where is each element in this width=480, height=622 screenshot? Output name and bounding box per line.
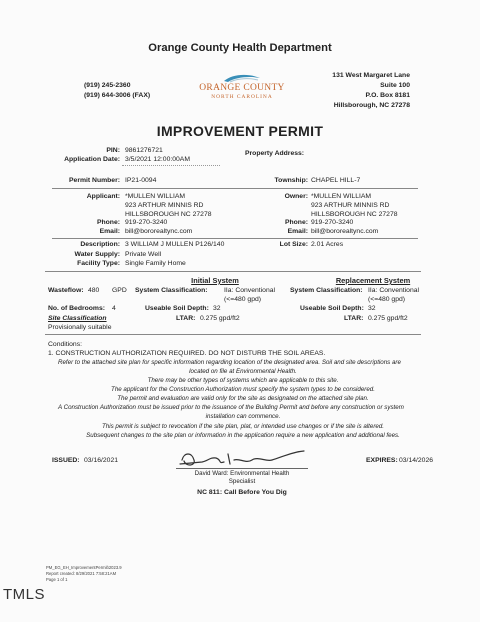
condition-line: There may be other types of systems which are applicable to this site. <box>147 377 339 384</box>
owner-label: Owner: <box>284 193 308 200</box>
description-value: 3 WILLIAM J MULLEN P126/140 <box>125 241 225 248</box>
site-classification-label: Site Classification <box>48 315 107 322</box>
bedrooms-value: 4 <box>112 305 116 312</box>
expires-label: EXPIRES: <box>366 457 398 464</box>
divider <box>52 188 418 189</box>
logo-text: ORANGE COUNTY <box>199 83 285 93</box>
site-classification-value: Provisionally suitable <box>48 324 112 331</box>
wasteflow-value: 480 <box>88 287 100 294</box>
replacement-classification-value: IIa: Conventional <box>368 287 420 294</box>
initial-ltar-label: LTAR: <box>176 315 196 322</box>
initial-ltar-value: 0.275 gpd/ft2 <box>200 315 240 322</box>
applicant-email-label: Email: <box>99 228 120 235</box>
replacement-system-title: Replacement System <box>335 276 411 285</box>
applicant-address2: HILLSBOROUGH NC 27278 <box>125 211 212 218</box>
owner-name: *MULLEN WILLIAM <box>311 193 372 200</box>
initial-system-title: Initial System <box>191 276 239 285</box>
divider <box>45 271 421 272</box>
tmls-watermark: TMLS <box>3 586 46 603</box>
township-label: Township: <box>274 177 308 184</box>
owner-address2: HILLSBOROUGH NC 27278 <box>311 211 398 218</box>
address-line3: P.O. Box 8181 <box>365 92 410 99</box>
expires-date: 03/14/2026 <box>399 457 434 464</box>
wasteflow-label: Wasteflow: <box>48 287 84 294</box>
replacement-soil-depth-label: Useable Soil Depth: <box>300 305 364 312</box>
initial-soil-depth-value: 32 <box>213 305 221 312</box>
initial-classification-label: System Classification: <box>135 287 208 294</box>
issued-date: 03/16/2021 <box>84 457 119 464</box>
facility-type-value: Single Family Home <box>125 260 186 267</box>
report-meta-3: Page 1 of 1 <box>46 577 68 582</box>
condition-line: located on file at Environmental Health. <box>189 368 297 375</box>
condition-line: A Construction Authorization must be issued prior to the issuance of the Building Permit and before any construction or system <box>58 404 404 411</box>
pin-label: PIN: <box>106 147 120 154</box>
replacement-ltar-value: 0.275 gpd/ft2 <box>368 315 408 322</box>
owner-email[interactable]: bill@bororealtync.com <box>311 228 379 235</box>
owner-phone: 919-270-3240 <box>311 219 354 226</box>
signer-title: Specialist <box>228 478 256 485</box>
signature-icon <box>172 448 312 470</box>
issued-label: ISSUED: <box>52 457 80 464</box>
applicant-email[interactable]: bill@bororealtync.com <box>125 228 193 235</box>
condition-line: The applicant for the Construction Authorization must specify the system types to be considered. <box>111 386 375 393</box>
property-address-label: Property Address: <box>245 150 305 157</box>
document-title: IMPROVEMENT PERMIT <box>156 123 324 139</box>
address-line4: Hillsborough, NC 27278 <box>333 102 410 109</box>
water-supply-label: Water Supply: <box>74 251 120 258</box>
divider <box>122 165 220 166</box>
applicant-name: *MULLEN WILLIAM <box>125 193 186 200</box>
conditions-label: Conditions: <box>48 341 83 348</box>
pin-value: 9861276721 <box>125 147 163 154</box>
applicant-label: Applicant: <box>86 193 120 200</box>
bedrooms-label: No. of Bedrooms: <box>48 305 106 312</box>
report-meta-2: Report created: 8/29/2021 7:58:21AM <box>46 571 117 576</box>
condition-line: This permit is subject to revocation if the site plan, plat, or intended use changes or if the site is altered. <box>101 423 385 430</box>
lot-size-value: 2.01 Acres <box>311 241 344 248</box>
signature-line <box>176 468 308 469</box>
application-date-label: Application Date: <box>64 156 120 163</box>
applicant-phone-label: Phone: <box>96 219 120 226</box>
initial-classification-range: (<=480 gpd) <box>224 296 262 303</box>
owner-email-label: Email: <box>287 228 308 235</box>
divider <box>45 334 421 335</box>
phone-line: (919) 245-2360 <box>84 82 131 89</box>
condition-item-1: 1. CONSTRUCTION AUTHORIZATION REQUIRED. DO NOT DISTURB THE SOIL AREAS. <box>48 350 326 357</box>
condition-line: Refer to the attached site plan for specific information regarding location of the designated area. Soil and site descriptions are <box>58 359 401 366</box>
logo-subtext: NORTH CAROLINA <box>211 94 273 100</box>
application-date-value: 3/5/2021 12:00:00AM <box>125 156 190 163</box>
lot-size-label: Lot Size: <box>279 241 308 248</box>
replacement-ltar-label: LTAR: <box>344 315 364 322</box>
fax-line: (919) 644-3006 (FAX) <box>84 92 151 99</box>
wasteflow-unit: GPD <box>112 287 127 294</box>
facility-type-label: Facility Type: <box>77 260 120 267</box>
divider <box>52 238 418 239</box>
call-before-dig: NC 811: Call Before You Dig <box>197 489 287 496</box>
condition-line: installation can commence. <box>205 413 281 420</box>
applicant-phone: 919-270-3240 <box>125 219 168 226</box>
report-meta-1: PM_EG_EH_ImprovementPermit\2023.9 <box>46 565 122 570</box>
agency-title: Orange County Health Department <box>148 42 332 54</box>
condition-line: The permit and evaluation are valid only for the site as designated on the attached site plan. <box>117 395 369 402</box>
permit-number-value: IP21-0094 <box>125 177 157 184</box>
address-line1: 131 West Margaret Lane <box>332 72 410 79</box>
water-supply-value: Private Well <box>125 251 162 258</box>
condition-line: Subsequent changes to the site plan or information in the application require a new application and additional fees. <box>86 432 400 439</box>
initial-classification-value: IIa: Conventional <box>224 287 276 294</box>
applicant-address1: 923 ARTHUR MINNIS RD <box>125 202 204 209</box>
description-label: Description: <box>80 241 120 248</box>
replacement-classification-range: (<=480 gpd) <box>368 296 406 303</box>
owner-address1: 923 ARTHUR MINNIS RD <box>311 202 390 209</box>
initial-soil-depth-label: Useable Soil Depth: <box>145 305 209 312</box>
address-line2: Suite 100 <box>380 82 410 89</box>
owner-phone-label: Phone: <box>284 219 308 226</box>
replacement-soil-depth-value: 32 <box>368 305 376 312</box>
township-value: CHAPEL HILL-7 <box>311 177 361 184</box>
replacement-classification-label: System Classification: <box>290 287 363 294</box>
signer-name: David Ward: Environmental Health <box>194 470 290 477</box>
permit-number-label: Permit Number: <box>69 177 120 184</box>
